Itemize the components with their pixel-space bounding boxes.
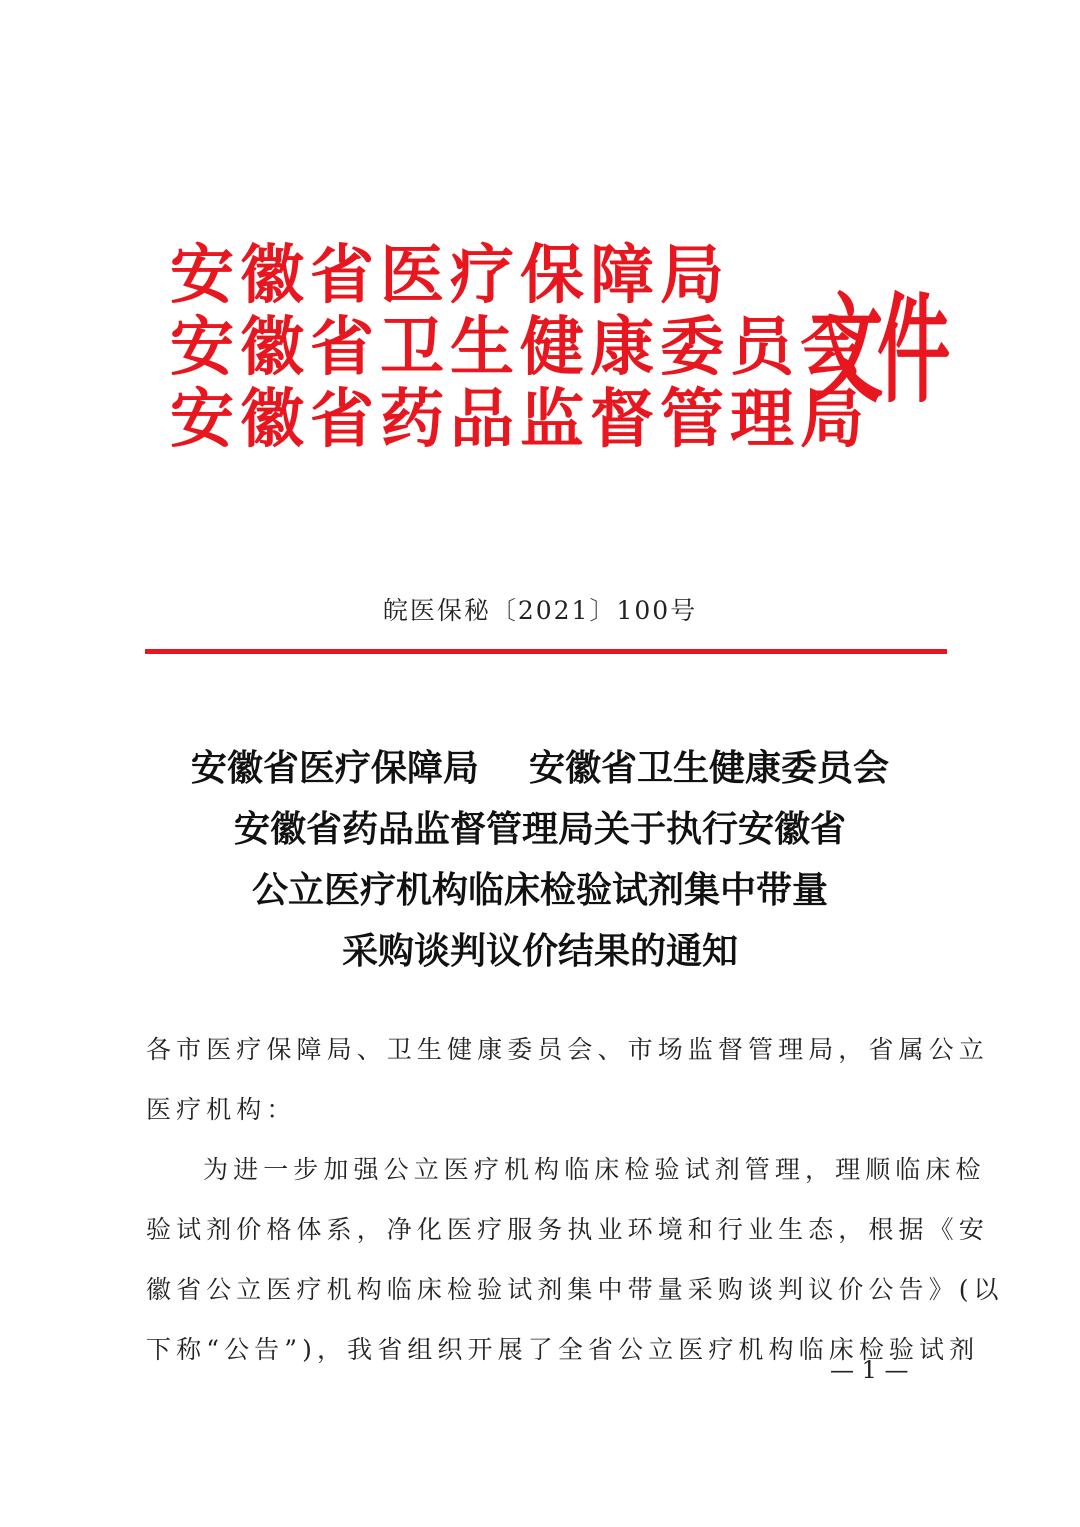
issuer-health-commission: 安徽省卫生健康委员会 — [170, 310, 870, 385]
document-number: 皖医保秘〔2021〕100号 — [382, 596, 698, 625]
red-header — [170, 240, 950, 470]
salutation-line: 医疗机构： — [146, 1095, 297, 1124]
issuer-healthcare-security-bureau: 安徽省医疗保障局 — [170, 238, 730, 313]
red-divider-line — [145, 649, 947, 654]
document-title — [120, 738, 960, 982]
page-number: — 1 — — [830, 1356, 909, 1384]
issuer-drug-administration: 安徽省药品监督管理局 — [170, 382, 870, 457]
title-line: 安徽省药品监督管理局关于执行安徽省 — [233, 808, 846, 850]
issuing-authorities — [170, 238, 870, 457]
paragraph-line: 徽省公立医疗机构临床检验试剂集中带量采购谈判议价公告》(以 — [146, 1275, 1004, 1304]
paragraph-line: 下称“公告”)，我省组织开展了全省公立医疗机构临床检验试剂 — [146, 1335, 980, 1364]
document-type-label: 文件 — [810, 280, 944, 419]
title-line: 安徽省医疗保障局 安徽省卫生健康委员会 — [190, 747, 890, 789]
salutation-line: 各市医疗保障局、卫生健康委员会、市场监督管理局，省属公立 — [146, 1035, 989, 1064]
paragraph-line: 为进一步加强公立医疗机构临床检验试剂管理，理顺临床检 — [203, 1155, 986, 1184]
title-line: 公立医疗机构临床检验试剂集中带量 — [251, 869, 828, 911]
paragraph-line: 验试剂价格体系，净化医疗服务执业环境和行业生态，根据《安 — [146, 1215, 989, 1244]
title-line: 采购谈判议价结果的通知 — [341, 930, 738, 972]
document-body — [146, 1020, 1004, 1380]
